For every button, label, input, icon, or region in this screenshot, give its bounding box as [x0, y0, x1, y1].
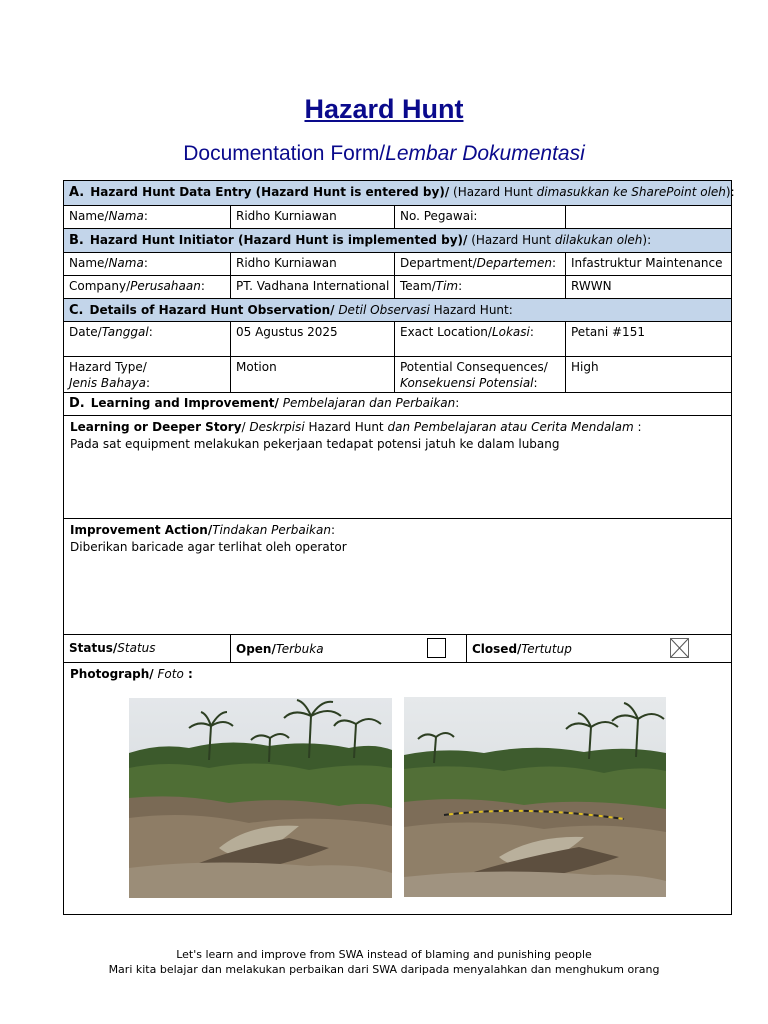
- section-b-note: (Hazard Hunt: [467, 233, 555, 247]
- label-italic: Jenis Bahaya: [69, 376, 146, 390]
- pegawai-field[interactable]: [565, 206, 731, 228]
- label-italic: Deskrpisi: [249, 420, 305, 434]
- label-italic: Nama: [108, 209, 144, 223]
- initiator-row-2: [64, 276, 731, 299]
- label-italic: Lokasi: [491, 325, 530, 339]
- label-colon: :: [148, 325, 153, 339]
- label-text: Hazard Type/: [69, 360, 147, 374]
- team-field[interactable]: RWWN: [565, 276, 731, 298]
- label-colon: :: [145, 376, 150, 390]
- company-label: [64, 276, 230, 298]
- label-italic: Nama: [108, 256, 144, 270]
- name-label: [64, 253, 230, 275]
- section-d-note-italic: Pembelajaran dan Perbaikan: [278, 396, 456, 410]
- hazard-type-label: [64, 357, 230, 392]
- section-b-title: Hazard Hunt Initiator (Hazard Hunt is implemented by)/: [89, 233, 468, 247]
- section-b-header: [64, 229, 731, 253]
- section-letter: A.: [69, 185, 85, 200]
- label-text: /: [241, 420, 250, 434]
- section-c-title: Details of Hazard Hunt Observation/: [89, 303, 335, 317]
- label-text: Team/: [400, 279, 436, 293]
- label-italic: Tim: [435, 279, 459, 293]
- improvement-action-label: [70, 522, 725, 539]
- label-colon: :: [529, 325, 534, 339]
- closed-label-italic: Tertutup: [521, 642, 572, 656]
- date-label: [64, 322, 230, 356]
- section-c-note-italic: Detil Observasi: [334, 303, 430, 317]
- entry-row: [64, 206, 731, 229]
- section-d-title: Learning and Improvement/: [90, 396, 279, 410]
- label-colon: :: [533, 376, 538, 390]
- label-italic: Konsekuensi Potensial: [400, 376, 534, 390]
- consequence-field[interactable]: High: [565, 357, 731, 392]
- label-italic: Tanggal: [101, 325, 149, 339]
- label-bold: Status/: [69, 641, 118, 655]
- location-label: [394, 322, 565, 356]
- section-a-note-end: ):: [725, 185, 735, 199]
- observation-row-2: [64, 357, 731, 393]
- label-italic: Status: [117, 641, 156, 655]
- label-italic: Tindakan Perbaikan: [212, 523, 331, 537]
- closed-checkbox[interactable]: [670, 638, 689, 658]
- label-italic: Departemen: [476, 256, 552, 270]
- label-text: Company/: [69, 279, 131, 293]
- label-colon: :: [330, 523, 335, 537]
- learning-story-label: [70, 419, 725, 436]
- label-colon: :: [551, 256, 557, 270]
- label-italic: Perusahaan: [130, 279, 201, 293]
- section-d-header: [64, 393, 731, 416]
- label-bold: Learning or Deeper Story: [70, 420, 242, 434]
- status-closed-option[interactable]: [466, 635, 731, 662]
- section-b-note-end: ):: [642, 233, 652, 247]
- label-text: Name/: [69, 256, 109, 270]
- learning-story-text[interactable]: Pada sat equipment melakukan pekerjaan tedapat potensi jatuh ke dalam lubang: [70, 437, 560, 451]
- pegawai-label: No. Pegawai:: [394, 206, 565, 228]
- section-b-note-italic: dilakukan oleh: [554, 233, 643, 247]
- site-photo-2: [404, 697, 666, 897]
- photograph-label: [64, 663, 731, 686]
- learning-story-block[interactable]: [64, 416, 731, 519]
- entry-name-field[interactable]: Ridho Kurniawan: [230, 206, 394, 228]
- label-italic: dan Pembelajaran atau Cerita Mendalam: [387, 420, 634, 434]
- closed-label: Closed/: [472, 642, 522, 656]
- page-subtitle: [0, 142, 768, 166]
- site-photo-2-image: [404, 697, 666, 897]
- status-row: [64, 635, 731, 663]
- footer-english: Let's learn and improve from SWA instead of blaming and punishing people: [176, 948, 592, 961]
- initiator-name-field[interactable]: Ridho Kurniawan: [230, 253, 394, 275]
- section-a-title: Hazard Hunt Data Entry (Hazard Hunt is entered by)/: [90, 185, 450, 199]
- open-label-italic: Terbuka: [275, 642, 324, 656]
- page-title: Hazard Hunt: [304, 94, 464, 124]
- improvement-action-text[interactable]: Diberikan baricade agar terlihat oleh operator: [70, 540, 347, 554]
- site-photo-1-image: [129, 698, 392, 898]
- section-a-note: (Hazard Hunt: [449, 185, 537, 199]
- section-d-note-end: :: [455, 396, 460, 410]
- label-italic: Foto: [153, 667, 184, 681]
- department-label: [394, 253, 565, 275]
- label-colon: :: [143, 209, 148, 223]
- footer-indonesian: Mari kita belajar dan melakukan perbaikan dari SWA daripada menyalahkan dan menghukum orang: [108, 963, 660, 976]
- location-field[interactable]: Petani #151: [565, 322, 731, 356]
- company-field[interactable]: PT. Vadhana International: [230, 276, 394, 298]
- improvement-action-block[interactable]: [64, 519, 731, 635]
- label-text: Potential Consequences/: [400, 360, 548, 374]
- department-field[interactable]: Infastruktur Maintenance: [565, 253, 731, 275]
- open-checkbox[interactable]: [427, 638, 446, 658]
- status-open-option[interactable]: [230, 635, 466, 662]
- label-text: Hazard Hunt: [304, 420, 388, 434]
- date-field[interactable]: 05 Agustus 2025: [230, 322, 394, 356]
- section-a-note-italic: dimasukkan ke SharePoint oleh: [536, 185, 726, 199]
- label-colon: :: [183, 667, 193, 681]
- label-text: Date/: [69, 325, 102, 339]
- label-colon: :: [143, 256, 148, 270]
- initiator-row-1: [64, 253, 731, 276]
- section-c-note-end: Hazard Hunt:: [429, 303, 513, 317]
- label-text: Department/: [400, 256, 477, 270]
- label-text: Name/: [69, 209, 109, 223]
- section-a-header: [64, 181, 735, 206]
- name-label: [64, 206, 230, 228]
- status-label: [64, 635, 230, 662]
- label-bold: Improvement Action/: [70, 523, 213, 537]
- section-c-header: [64, 299, 731, 322]
- section-letter: C.: [69, 303, 84, 318]
- label-bold: Photograph/: [70, 667, 154, 681]
- site-photo-1: [129, 698, 392, 898]
- label-text: Exact Location/: [400, 325, 492, 339]
- team-label: [394, 276, 565, 298]
- label-colon: :: [458, 279, 463, 293]
- label-colon: :: [633, 420, 642, 434]
- subtitle-normal: Documentation Form/: [183, 142, 386, 165]
- observation-row-1: [64, 322, 731, 357]
- open-label: Open/: [236, 642, 276, 656]
- section-letter: B.: [69, 233, 84, 248]
- section-letter: D.: [69, 396, 85, 411]
- subtitle-italic: Lembar Dokumentasi: [385, 142, 585, 165]
- hazard-type-field[interactable]: Motion: [230, 357, 394, 392]
- consequence-label: [394, 357, 565, 392]
- checked-x-icon: [671, 639, 688, 657]
- label-colon: :: [200, 279, 205, 293]
- hazard-hunt-form: [63, 180, 735, 915]
